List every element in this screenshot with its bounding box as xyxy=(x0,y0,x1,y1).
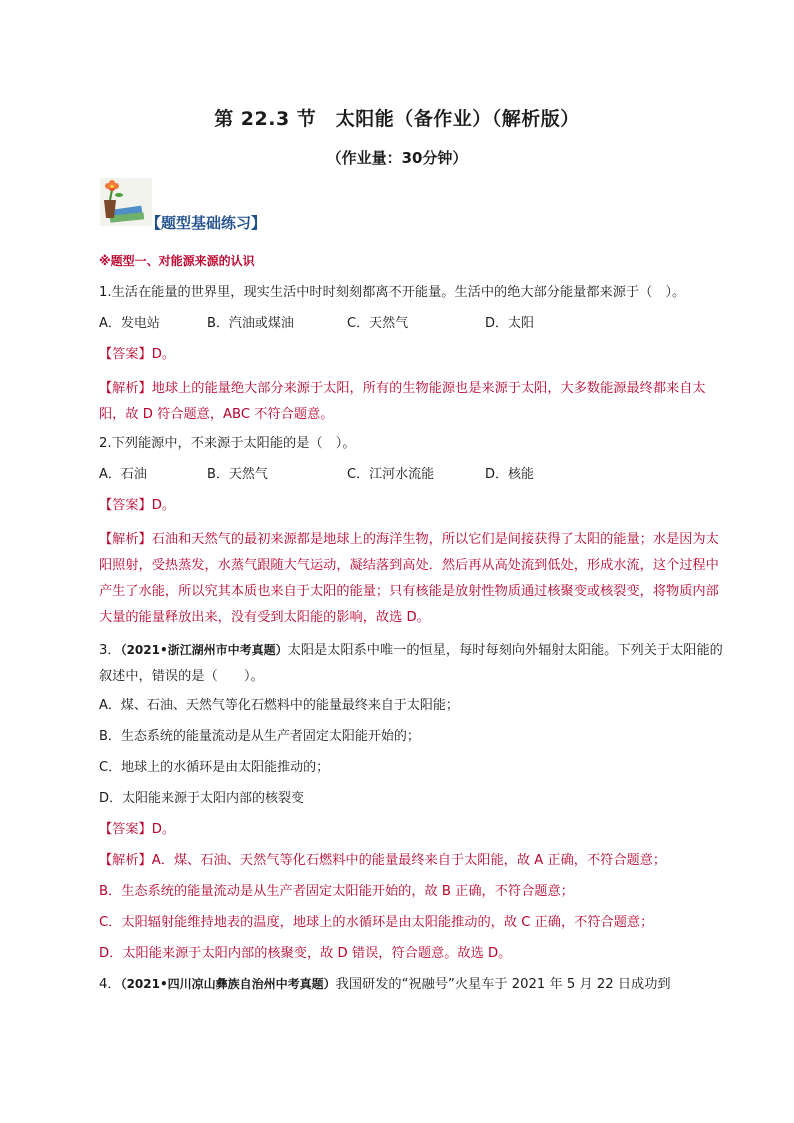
option-c: C．江河水流能 xyxy=(347,467,435,482)
option-a: A．发电站 xyxy=(99,316,160,331)
answer-value: D。 xyxy=(151,822,176,837)
question-4-stem xyxy=(99,975,729,994)
question-2-options xyxy=(99,465,729,484)
question-3-stem xyxy=(99,637,729,690)
page-title: 第 22.3 节 太阳能（备作业）（解析版） xyxy=(214,108,580,130)
question-source: （2021•浙江湖州市中考真题） xyxy=(120,643,288,657)
question-number: 3． xyxy=(99,643,121,658)
content xyxy=(99,252,729,994)
question-1-explanation xyxy=(99,376,729,428)
explanation-text: 石油和天然气的最初来源都是地球上的海洋生物，所以它们是间接获得了太阳的能量；水是因为太阳照射，受热蒸发，水蒸气跟随大气运动，凝结落到高处．然后再从高处流到低处，形成水流，这个过程中产生了水能，所以究其本质也来自于太阳的能量；只有核能是放射性物质通过核聚变或核裂变，将物质内部大量的能量释放出来，没有受到太阳能的影响，故选 D。 xyxy=(99,532,719,625)
question-3-option-a: A．煤、石油、天然气等化石燃料中的能量最终来自于太阳能； xyxy=(99,698,459,713)
question-3-answer xyxy=(99,820,729,839)
answer-tag: 【答案】 xyxy=(99,498,152,513)
question-1-stem: 1.生活在能量的世界里，现实生活中时时刻刻都离不开能量。生活中的绝大部分能量都来源于（ ）。 xyxy=(99,285,686,300)
option-a: A．石油 xyxy=(99,467,147,482)
page-subtitle: （作业量：30分钟） xyxy=(326,149,468,167)
question-text: 我国研发的“祝融号”火星车于 2021 年 5 月 22 日成功到 xyxy=(335,977,671,992)
option-b: B．天然气 xyxy=(207,467,268,482)
flower-pot-books-icon xyxy=(100,178,152,226)
question-type-heading: ※题型一、对能源来源的认识 xyxy=(99,254,255,268)
option-d: D．太阳 xyxy=(485,316,535,331)
question-3-option-c: C．地球上的水循环是由太阳能推动的； xyxy=(99,760,330,775)
option-b: B．汽油或煤油 xyxy=(207,316,294,331)
section-header xyxy=(100,178,400,232)
explanation-text: 地球上的能量绝大部分来源于太阳，所有的生物能源也是来源于太阳，大多数能源最终都来自太阳，故 D 符合题意，ABC 不符合题意。 xyxy=(99,381,706,422)
question-text: 太阳是太阳系中唯一的恒星，每时每刻向外辐射太阳能。下列关于太阳能的叙述中，错误的是（ ）。 xyxy=(99,643,723,684)
explanation-tag: 【解析】 xyxy=(99,381,152,396)
explanation-tag: 【解析】 xyxy=(99,853,152,868)
answer-tag: 【答案】 xyxy=(99,822,152,837)
option-c: C．天然气 xyxy=(347,316,409,331)
question-number: 4． xyxy=(99,977,121,992)
question-3-explanation-a xyxy=(99,851,729,870)
question-3-explanation-d: D．太阳能来源于太阳内部的核聚变，故 D 错误，符合题意。故选 D。 xyxy=(99,946,512,961)
question-2-answer xyxy=(99,496,729,515)
question-3-option-d: D．太阳能来源于太阳内部的核裂变 xyxy=(99,791,305,806)
question-2-stem: 2.下列能源中，不来源于太阳能的是（ ）。 xyxy=(99,436,356,451)
question-3-option-b: B．生态系统的能量流动是从生产者固定太阳能开始的； xyxy=(99,729,420,744)
question-3-explanation-c: C．太阳辐射能维持地表的温度，地球上的水循环是由太阳能推动的，故 C 正确，不符合题意； xyxy=(99,915,654,930)
question-3-explanation-b: B．生态系统的能量流动是从生产者固定太阳能开始的，故 B 正确，不符合题意； xyxy=(99,884,574,899)
explanation-text: A．煤、石油、天然气等化石燃料中的能量最终来自于太阳能，故 A 正确，不符合题意； xyxy=(151,853,667,868)
option-d: D．核能 xyxy=(485,467,535,482)
answer-tag: 【答案】 xyxy=(99,347,152,362)
question-1-options xyxy=(99,314,729,333)
explanation-tag: 【解析】 xyxy=(99,532,152,547)
answer-value: D。 xyxy=(151,347,176,362)
question-1-answer xyxy=(99,345,729,364)
question-source: （2021•四川凉山彝族自治州中考真题） xyxy=(120,977,336,991)
answer-value: D。 xyxy=(151,498,176,513)
question-2-explanation xyxy=(99,527,729,631)
section-label: 【题型基础练习】 xyxy=(146,214,267,232)
